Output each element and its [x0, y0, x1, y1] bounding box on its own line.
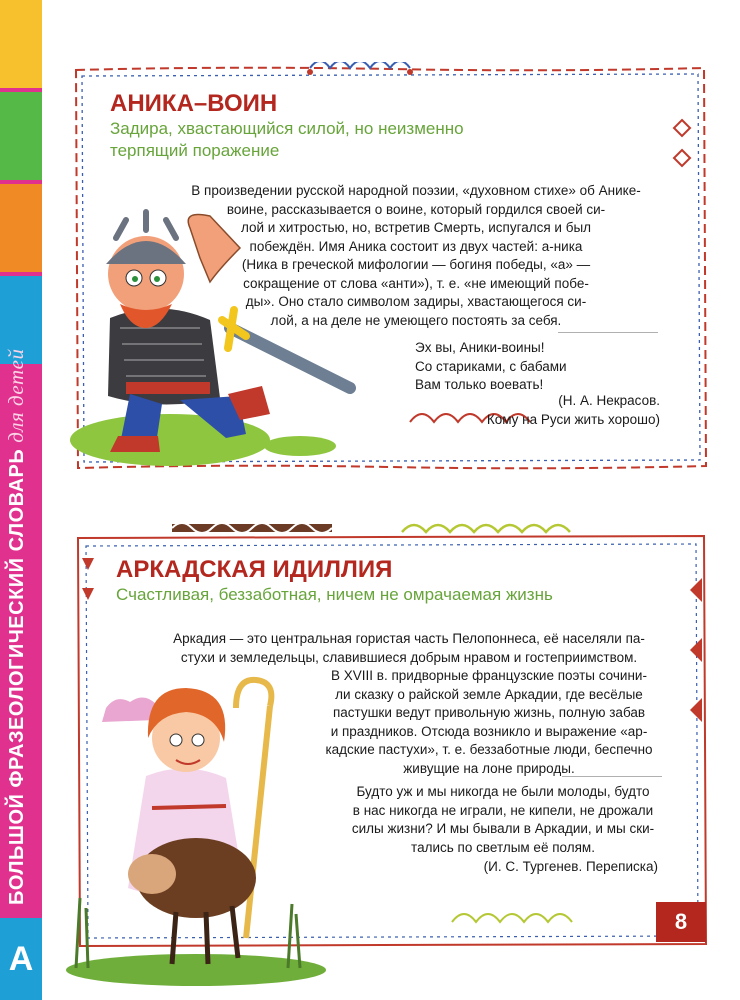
- entry-paragraph-2: [288, 667, 690, 778]
- entry-quote-2: [310, 783, 696, 857]
- paragraph-line: пастушки ведут привольную жизнь, полную забав: [332, 705, 646, 720]
- paragraph-line: В XVIII в. придворные французские поэты сочини-: [331, 668, 647, 683]
- paragraph-line: Аркадия — это центральная гористая часть Пелопоннеса, её населяли па-: [173, 631, 645, 646]
- spine-thumbnail: [0, 184, 42, 272]
- entry-heading-2: АРКАДСКАЯ ИДИЛЛИЯ: [116, 556, 393, 583]
- paragraph-line: кадские пастухи», т. е. беззаботные люди, беспечно: [325, 742, 653, 757]
- entry-attribution-2: [412, 858, 658, 877]
- quote-line: Вам только воевать!: [415, 377, 544, 392]
- paragraph-line: сокращение от слова «анти»), т. е. «не имеющий побе-: [243, 275, 589, 291]
- paragraph-line: побеждён. Имя Аника состоит из двух частей: а-ника: [249, 238, 583, 254]
- spine-subtitle: для детей: [4, 348, 28, 443]
- entry-subtitle-2: [116, 584, 553, 606]
- spine-title-text: БОЛЬШОЙ ФРАЗЕОЛОГИЧЕСКИЙ СЛОВАРЬ: [6, 448, 28, 905]
- divider-rule-1: [558, 332, 658, 333]
- paragraph-line: ли сказку о райской земле Аркадии, где весёлые: [335, 686, 643, 702]
- entry-paragraph-2-intro: [124, 630, 694, 667]
- shepherdess-illustration: [56, 668, 336, 990]
- spine-thumbnail: [0, 0, 42, 88]
- quote-line: Будто уж и мы никогда не были молоды, будто: [356, 784, 650, 799]
- warrior-illustration: [50, 208, 370, 480]
- spine-thumbnail: [0, 92, 42, 180]
- attribution-line: Кому на Руси жить хорошо): [486, 411, 660, 427]
- paragraph-line: ды». Оно стало символом задиры, хвастающегося си-: [245, 294, 587, 309]
- paragraph-line: живущие на лоне природы.: [403, 760, 575, 776]
- paragraph-line: лой, а на деле не умеющего постоять за себя.: [270, 312, 562, 328]
- subtitle-line: Задира, хвастающийся силой, но неизменно: [110, 119, 464, 138]
- paragraph-line: лой и хитростью, но, встретив Смерть, испугался и был: [240, 220, 592, 235]
- section-letter: А: [0, 918, 42, 1000]
- page-number: 8: [656, 902, 706, 942]
- attribution-line: (Н. А. Некрасов.: [558, 393, 660, 408]
- quote-line: тались по светлым её полям.: [411, 839, 595, 855]
- entry-heading-1: АНИКА–ВОИН: [110, 90, 278, 117]
- quote-line: Эх вы, Аники-воины!: [415, 340, 545, 355]
- spine-title: [4, 349, 29, 905]
- subtitle-line: терпящий поражение: [110, 141, 280, 160]
- quote-line: в нас никогда не играли, не кипели, не дрожали: [352, 802, 654, 818]
- paragraph-line: и праздников. Отсюда возникло и выражение «ар-: [330, 723, 648, 739]
- paragraph-line: В произведении русской народной поэзии, «духовном стихе» об Анике-: [191, 183, 641, 198]
- paragraph-line: стухи и земледельцы, славившиеся добрым нравом и гостеприимством.: [180, 649, 638, 665]
- paragraph-line: воине, рассказывается о воине, который гордился своей си-: [226, 201, 606, 217]
- entry-attribution-1: [430, 392, 660, 429]
- book-spine: [0, 0, 42, 1000]
- quote-line: Со стариками, с бабами: [415, 358, 567, 374]
- entry-quote-1: [415, 339, 567, 395]
- entry-subtitle-1: [110, 118, 464, 162]
- quote-line: силы жизни? И мы бывали в Аркадии, и мы ски-: [351, 821, 655, 836]
- divider-rule-2: [562, 776, 662, 777]
- paragraph-line: (Ника в греческой мифологии — богиня победы, «а» —: [241, 257, 591, 272]
- subtitle-line: Счастливая, беззаботная, ничем не омрачаемая жизнь: [116, 585, 553, 604]
- attribution-line: (И. С. Тургенев. Переписка): [483, 859, 658, 874]
